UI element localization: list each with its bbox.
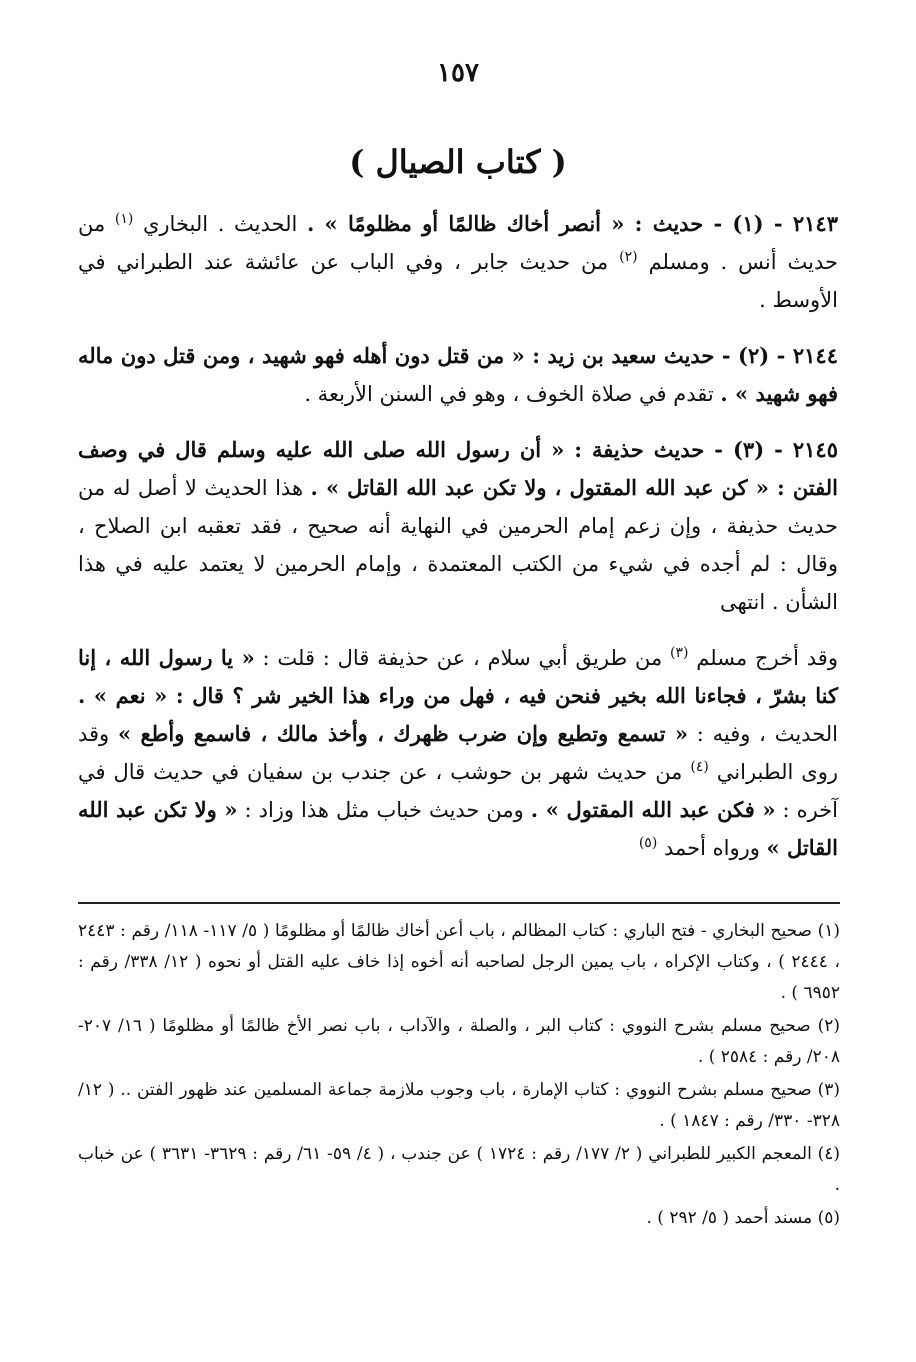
hadith-heading: ٢١٤٣ - (١) - حديث : « أنصر أخاك ظالمًا أو مظلومًا » . <box>306 211 838 236</box>
footnote-2: (٢) صحيح مسلم بشرح النووي : كتاب البر ، والصلة ، والآداب ، باب نصر الأخ ظالمًا أو مظلومًا ( ١٦/ ٢٠٧- ٢٠٨/ رقم : ٢٥٨٤ ) . <box>78 1016 840 1067</box>
hadith-entry-2145 <box>78 431 838 621</box>
commentary-text: ورواه أحمد <box>657 836 767 860</box>
commentary-text: من طريق أبي سلام ، عن حذيفة قال : قلت : <box>254 646 671 670</box>
hadith-heading: ٢١٤٥ - (٣) - حديث حذيفة : « أن رسول الله صلى الله عليه وسلم قال في وصف الفتن : « كن عبد الله المقتول ، ولا تكن عبد الله القاتل » . <box>78 437 839 500</box>
footnote-5: (٥) مسند أحمد ( ٥/ ٢٩٢ ) . <box>646 1208 840 1228</box>
chapter-title: ( كتاب الصيال ) <box>349 143 567 181</box>
hadith-entry-2144 <box>78 337 838 413</box>
commentary-text: ومن حديث خباب مثل هذا وزاد : <box>237 798 531 822</box>
commentary-text: الحديث ، وفيه : <box>688 722 838 746</box>
main-text <box>78 205 838 885</box>
commentary-text: من حديث جابر ، وفي الباب عن عائشة عند الطبراني في الأوسط . <box>78 250 838 312</box>
footnote-ref: (٤) <box>690 759 709 775</box>
commentary-text: الحديث . البخاري <box>133 212 307 236</box>
commentary-text: من حديث أنس . ومسلم <box>78 212 838 274</box>
commentary-text: تقدم في صلاة الخوف ، وهو في السنن الأربعة . <box>304 382 721 406</box>
hadith-heading: ٢١٤٤ - (٢) - حديث سعيد بن زيد : « من قتل دون أهله فهو شهيد ، ومن قتل دون ماله فهو شهيد » . <box>78 343 838 406</box>
footnote-divider <box>78 902 840 904</box>
commentary-text: وقد أخرج مسلم <box>688 646 838 670</box>
footnote-1: (١) صحيح البخاري - فتح الباري : كتاب المظالم ، باب أعن أخاك ظالمًا أو مظلومًا ( ٥/ ١١٧- ١١٨/ رقم : ٢٤٤٣ ، ٢٤٤٤ ) ، وكتاب الإكراه ، باب يمين الرجل لصاحبه أنه أخوه إذا خاف عليه القتل أو نحوه ( ١٢/ ٣٣٨/ رقم : ٦٩٥٢ ) . <box>78 921 841 1003</box>
commentary-paragraph <box>78 639 838 867</box>
page-number: ١٥٧ <box>437 58 479 88</box>
hadith-quote: « يا رسول الله ، إنا كنا بشرّ ، فجاءنا الله بخير فنحن فيه ، فهل من وراء هذا الخير شر ؟ قال : « نعم » . <box>78 645 838 708</box>
footnote-ref: (٢) <box>619 249 638 265</box>
footnote-4: (٤) المعجم الكبير للطبراني ( ٢/ ١٧٧/ رقم : ١٧٢٤ ) عن جندب ، ( ٤/ ٥٩- ٦١/ رقم : ٣٦٢٩- ٣٦٣١ ) عن خباب . <box>78 1144 841 1195</box>
footnote-ref: (١) <box>114 211 134 227</box>
footnotes <box>78 916 840 1236</box>
footnote-ref: (٥) <box>638 835 658 851</box>
hadith-quote: « فكن عبد الله المقتول » . <box>530 797 776 822</box>
hadith-quote: « ولا تكن عبد الله القاتل » <box>78 797 838 860</box>
footnote-ref: (٣) <box>670 645 689 661</box>
commentary-text: من حديث شهر بن حوشب ، عن جندب بن سفيان في حديث قال في آخره : <box>78 760 838 822</box>
footnote-3: (٣) صحيح مسلم بشرح النووي : كتاب الإمارة ، باب وجوب ملازمة جماعة المسلمين عند ظهور الفتن .. ( ١٢/ ٣٢٨- ٣٣٠/ رقم : ١٨٤٧ ) . <box>78 1080 840 1131</box>
hadith-quote: « تسمع وتطيع وإن ضرب ظهرك ، وأخذ مالك ، فاسمع وأطع » <box>117 721 689 746</box>
commentary-text: وقد روى الطبراني <box>78 722 838 784</box>
commentary-text: هذا الحديث لا أصل له من حديث حذيفة ، وإن زعم إمام الحرمين في النهاية أنه صحيح ، فقد تعقبه ابن الصلاح ، وقال : لم أجده في شيء من الكتب المعتمدة ، وإمام الحرمين لا يعتمد عليه في هذا الشأن . انتهى <box>78 476 838 614</box>
hadith-entry-2143 <box>78 205 838 319</box>
